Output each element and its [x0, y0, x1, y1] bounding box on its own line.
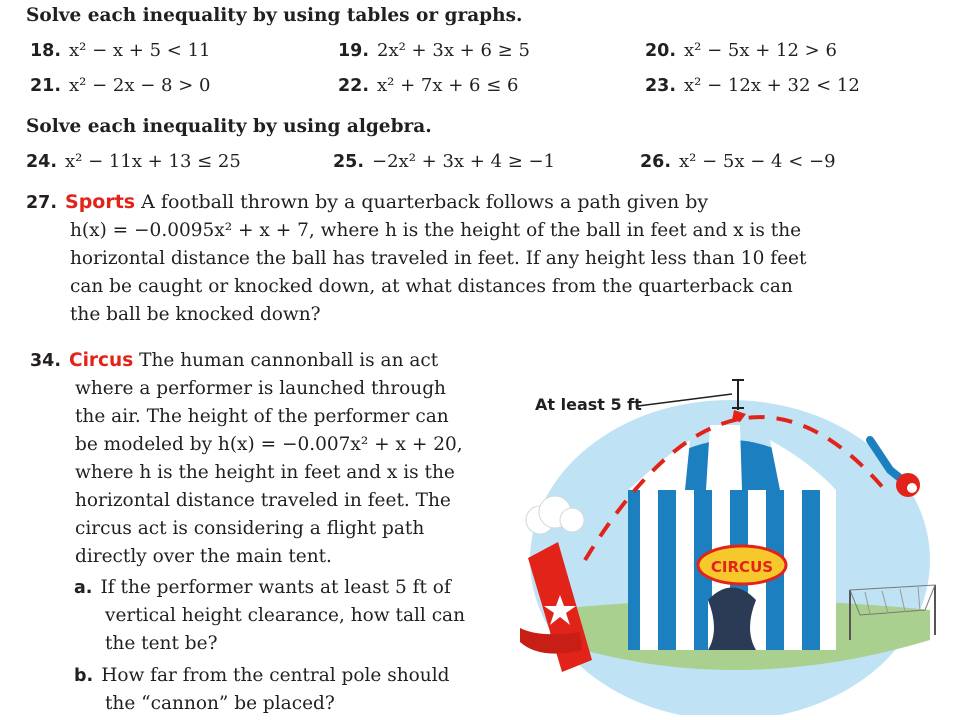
- problem-number: 23.: [645, 76, 677, 96]
- section-heading-tables-graphs: Solve each inequality by using tables or graphs.: [26, 5, 523, 26]
- problem-19: [338, 40, 530, 61]
- inequality: x² − x + 5 < 11: [69, 40, 211, 61]
- part-a-text: If the performer wants at least 5 ft of: [100, 577, 451, 598]
- inequality: x² − 2x − 8 > 0: [69, 75, 211, 96]
- inequality: 2x² + 3x + 6 ≥ 5: [377, 40, 530, 61]
- problem-25: [333, 151, 555, 172]
- problem-22: [338, 75, 518, 96]
- problem-number: 22.: [338, 76, 370, 96]
- problem-27-line-2: h(x) = −0.0095x² + x + 7, where h is the height of the ball in feet and x is the: [70, 220, 802, 241]
- problem-number: 34.: [30, 351, 62, 371]
- problem-34-line-8: directly over the main tent.: [75, 546, 332, 567]
- problem-number: 27.: [26, 193, 58, 213]
- problem-21: [30, 75, 210, 96]
- inequality: x² − 12x + 32 < 12: [684, 75, 860, 96]
- problem-34-line-7: circus act is considering a flight path: [75, 518, 425, 539]
- problem-34-line-2: where a performer is launched through: [75, 378, 446, 399]
- topic-label-sports: Sports: [65, 191, 136, 213]
- problem-27-line-1: [26, 188, 926, 217]
- problem-number: 24.: [26, 152, 58, 172]
- problem-34-line-5: where h is the height in feet and x is the: [75, 462, 455, 483]
- inequality: x² + 7x + 6 ≤ 6: [377, 75, 519, 96]
- problem-number: 18.: [30, 41, 62, 61]
- inequality: x² − 5x − 4 < −9: [679, 151, 836, 172]
- problem-text: The human cannonball is an act: [139, 350, 439, 371]
- part-a-line-2: vertical height clearance, how tall can: [105, 605, 466, 626]
- problem-number: 21.: [30, 76, 62, 96]
- part-b-text: How far from the central pole should: [101, 665, 450, 686]
- problem-27-line-5: the ball be knocked down?: [70, 304, 321, 325]
- part-label: b.: [74, 666, 94, 686]
- problem-number: 25.: [333, 152, 365, 172]
- problem-26: [640, 151, 836, 172]
- problem-34-line-3: the air. The height of the performer can: [75, 406, 449, 427]
- problem-number: 26.: [640, 152, 672, 172]
- circus-sign-text: CIRCUS: [710, 558, 774, 576]
- problem-24: [26, 151, 241, 172]
- problem-23: [645, 75, 860, 96]
- problem-27-line-3: horizontal distance the ball has traveled in feet. If any height less than 10 feet: [70, 248, 807, 269]
- problem-text: A football thrown by a quarterback follows a path given by: [141, 191, 709, 213]
- clearance-callout: At least 5 ft: [535, 395, 642, 414]
- problem-number: 19.: [338, 41, 370, 61]
- problem-34-line-6: horizontal distance traveled in feet. The: [75, 490, 451, 511]
- part-a-line-1: [74, 574, 504, 602]
- part-label: a.: [74, 578, 93, 598]
- problem-27-line-4: can be caught or knocked down, at what distances from the quarterback can: [70, 276, 793, 297]
- problem-34-part-b: [74, 662, 504, 718]
- topic-label-circus: Circus: [69, 350, 134, 371]
- part-a-line-3: the tent be?: [105, 633, 218, 654]
- problem-34-line-1: [30, 347, 500, 375]
- part-b-line-2: the “cannon” be placed?: [105, 693, 335, 714]
- problem-34: [30, 347, 500, 571]
- inequality: −2x² + 3x + 4 ≥ −1: [372, 151, 556, 172]
- inequality: x² − 5x + 12 > 6: [684, 40, 837, 61]
- problem-20: [645, 40, 837, 61]
- problem-34-part-a: [74, 574, 504, 658]
- inequality: x² − 11x + 13 ≤ 25: [65, 151, 241, 172]
- circus-illustration: [510, 370, 950, 715]
- problem-number: 20.: [645, 41, 677, 61]
- problem-27: [26, 188, 926, 329]
- problem-34-line-4: be modeled by h(x) = −0.007x² + x + 20,: [75, 434, 463, 455]
- part-b-line-1: [74, 662, 504, 690]
- section-heading-algebra: Solve each inequality by using algebra.: [26, 116, 432, 137]
- problem-18: [30, 40, 210, 61]
